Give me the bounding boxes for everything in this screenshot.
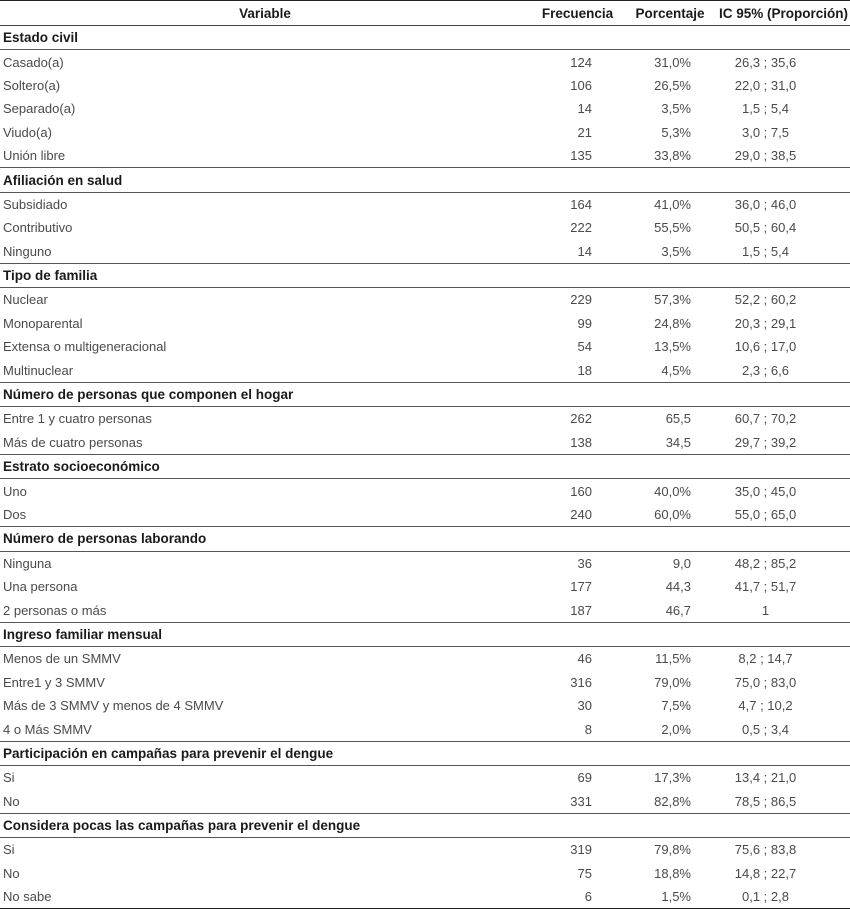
- header-frecuencia: Frecuencia: [530, 1, 625, 26]
- row-label: Dos: [3, 507, 27, 522]
- row-frecuencia: 30: [577, 698, 592, 714]
- row-porcentaje: 3,5%: [661, 101, 691, 117]
- row-label: Uno: [3, 483, 27, 499]
- row-frecuencia: 46: [577, 651, 592, 667]
- row-frecuencia: 75: [577, 865, 592, 881]
- table-row: [0, 838, 850, 862]
- row-porcentaje: 40,0%: [654, 483, 691, 499]
- row-porcentaje: 5,3%: [661, 124, 691, 140]
- row-frecuencia: 21: [577, 124, 592, 140]
- row-porcentaje: 44,3: [665, 579, 691, 595]
- table-row: [0, 358, 850, 382]
- row-frecuencia: 135: [570, 148, 592, 164]
- row-porcentaje: 26,5%: [654, 77, 691, 93]
- row-ic: 3,0 ; 7,5: [742, 124, 789, 140]
- row-label: Separado(a): [3, 101, 76, 117]
- row-frecuencia: 319: [570, 842, 592, 858]
- row-label: Una persona: [3, 579, 78, 595]
- row-porcentaje: 1,5%: [625, 885, 715, 909]
- table-row: [0, 407, 850, 431]
- row-ic: 10,6 ; 17,0: [734, 339, 797, 355]
- row-ic: 1,5 ; 5,4: [742, 101, 789, 117]
- row-porcentaje: 46,7: [665, 602, 691, 618]
- row-porcentaje: 24,8%: [654, 315, 691, 331]
- section-row: [0, 527, 850, 551]
- row-frecuencia: 316: [570, 674, 592, 690]
- row-ic: 0,1 ; 2,8: [715, 885, 850, 909]
- table-row: [0, 97, 850, 120]
- row-frecuencia: 187: [570, 602, 592, 618]
- table-row: [0, 431, 850, 455]
- row-label: Entre 1 y cuatro personas: [3, 411, 152, 427]
- row-ic: 41,7 ; 51,7: [734, 579, 797, 595]
- table-row: [0, 575, 850, 598]
- section-row: [0, 622, 850, 646]
- row-ic: 29,0 ; 38,5: [734, 148, 797, 164]
- table-row: [0, 144, 850, 168]
- row-label: Unión libre: [3, 148, 66, 164]
- row-label: Nuclear: [3, 292, 48, 308]
- row-ic: 8,2 ; 14,7: [738, 651, 793, 667]
- row-frecuencia: 99: [577, 315, 592, 331]
- row-label: Más de 3 SMMV y menos de 4 SMMV: [3, 698, 224, 714]
- row-porcentaje: 57,3%: [654, 292, 691, 308]
- section-row: [0, 455, 850, 479]
- row-label: Si: [3, 842, 15, 858]
- header-variable: Variable: [0, 1, 530, 26]
- table-row: [0, 766, 850, 790]
- row-ic: 22,0 ; 31,0: [734, 77, 797, 93]
- row-porcentaje: 60,0%: [654, 507, 691, 522]
- row-ic: 4,7 ; 10,2: [738, 698, 793, 714]
- row-ic: 75,0 ; 83,0: [734, 674, 797, 690]
- section-title: Afiliación en salud: [0, 168, 850, 192]
- table-row: [0, 288, 850, 312]
- row-ic: 50,5 ; 60,4: [734, 220, 797, 236]
- row-porcentaje: 11,5%: [655, 651, 691, 667]
- row-porcentaje: 34,5: [665, 434, 691, 450]
- header-row: [0, 1, 850, 26]
- table-row: [0, 694, 850, 717]
- row-ic: 75,6 ; 83,8: [734, 842, 797, 858]
- table-row: [0, 717, 850, 741]
- row-frecuencia: 222: [570, 220, 592, 236]
- row-porcentaje: 2,0%: [661, 721, 691, 737]
- section-row: [0, 263, 850, 287]
- table-row: [0, 790, 850, 814]
- row-frecuencia: 177: [570, 579, 592, 595]
- table-row: [0, 862, 850, 885]
- row-ic: 1: [761, 602, 770, 618]
- table-row: [0, 503, 850, 527]
- row-porcentaje: 55,5%: [654, 220, 691, 236]
- section-title: Número de personas que componen el hogar: [0, 382, 850, 406]
- row-frecuencia: 14: [577, 101, 592, 117]
- row-label: Ninguna: [3, 555, 52, 571]
- section-title: Ingreso familiar mensual: [0, 622, 850, 646]
- table-row: [0, 671, 850, 694]
- table-row: [0, 50, 850, 74]
- section-row: [0, 741, 850, 765]
- row-label: No: [3, 793, 20, 809]
- row-porcentaje: 31,0%: [654, 54, 691, 70]
- row-porcentaje: 65,5: [665, 411, 691, 427]
- row-label: Casado(a): [3, 54, 64, 70]
- section-row: [0, 813, 850, 837]
- row-ic: 60,7 ; 70,2: [734, 411, 797, 427]
- table-row: [0, 647, 850, 671]
- section-title: Tipo de familia: [0, 263, 850, 287]
- row-frecuencia: 160: [570, 483, 592, 499]
- row-ic: 14,8 ; 22,7: [734, 865, 797, 881]
- row-label: Contributivo: [3, 220, 73, 236]
- row-frecuencia: 164: [570, 196, 592, 212]
- section-row: [0, 382, 850, 406]
- section-title: Estrato socioeconómico: [0, 455, 850, 479]
- row-ic: 13,4 ; 21,0: [734, 770, 797, 786]
- table-row: [0, 216, 850, 239]
- table-row: [0, 74, 850, 97]
- section-title: Participación en campañas para prevenir el dengue: [0, 741, 850, 765]
- row-frecuencia: 331: [570, 793, 592, 809]
- table-row: [0, 121, 850, 144]
- header-ic: IC 95% (Proporción): [715, 1, 850, 26]
- row-porcentaje: 7,5%: [661, 698, 691, 714]
- row-frecuencia: 6: [530, 885, 625, 909]
- header-porcentaje: Porcentaje: [625, 1, 715, 26]
- row-label: No sabe: [0, 885, 530, 909]
- table-row: [0, 479, 850, 503]
- row-frecuencia: 106: [570, 77, 592, 93]
- row-label: Extensa o multigeneracional: [3, 339, 167, 355]
- row-ic: 20,3 ; 29,1: [734, 315, 797, 331]
- row-label: Multinuclear: [3, 362, 74, 378]
- row-ic: 0,5 ; 3,4: [742, 721, 789, 737]
- row-porcentaje: 3,5%: [661, 243, 691, 259]
- table-row: [0, 598, 850, 622]
- row-frecuencia: 69: [577, 770, 592, 786]
- row-porcentaje: 13,5%: [654, 339, 691, 355]
- row-label: Ninguno: [3, 243, 52, 259]
- row-porcentaje: 9,0: [672, 555, 691, 571]
- row-porcentaje: 82,8%: [654, 793, 691, 809]
- row-frecuencia: 36: [577, 555, 592, 571]
- table-header: [0, 1, 850, 26]
- row-ic: 52,2 ; 60,2: [734, 292, 797, 308]
- row-ic: 2,3 ; 6,6: [742, 362, 789, 378]
- row-label: Viudo(a): [3, 124, 52, 140]
- section-row: [0, 168, 850, 192]
- row-frecuencia: 14: [577, 243, 592, 259]
- row-label: No: [3, 865, 20, 881]
- row-frecuencia: 18: [577, 362, 592, 378]
- row-frecuencia: 138: [570, 434, 592, 450]
- section-title: Número de personas laborando: [0, 527, 850, 551]
- row-ic: 55,0 ; 65,0: [734, 507, 797, 522]
- row-porcentaje: 79,8%: [654, 842, 691, 858]
- section-title: Estado civil: [0, 26, 850, 50]
- row-ic: 36,0 ; 46,0: [734, 196, 797, 212]
- table-row: [0, 335, 850, 358]
- row-frecuencia: 240: [570, 507, 592, 522]
- row-porcentaje: 18,8%: [654, 865, 691, 881]
- table-row: [0, 885, 850, 909]
- row-porcentaje: 33,8%: [654, 148, 691, 164]
- section-row: [0, 26, 850, 50]
- row-ic: 78,5 ; 86,5: [734, 793, 797, 809]
- row-ic: 48,2 ; 85,2: [734, 555, 797, 571]
- row-label: Entre1 y 3 SMMV: [3, 674, 105, 690]
- row-ic: 26,3 ; 35,6: [734, 54, 797, 70]
- row-label: Si: [3, 770, 15, 786]
- row-ic: 1,5 ; 5,4: [742, 243, 789, 259]
- row-frecuencia: 229: [570, 292, 592, 308]
- row-label: 2 personas o más: [3, 602, 107, 618]
- row-ic: 29,7 ; 39,2: [734, 434, 797, 450]
- section-title: Considera pocas las campañas para prevenir el dengue: [0, 813, 850, 837]
- row-label: Monoparental: [3, 315, 83, 331]
- row-label: 4 o Más SMMV: [3, 721, 92, 737]
- table-row: [0, 312, 850, 335]
- row-frecuencia: 262: [570, 411, 592, 427]
- row-ic: 35,0 ; 45,0: [734, 483, 797, 499]
- row-label: Menos de un SMMV: [3, 651, 121, 667]
- row-label: Más de cuatro personas: [3, 434, 143, 450]
- row-label: Subsidiado: [3, 196, 68, 212]
- row-porcentaje: 4,5%: [661, 362, 691, 378]
- row-porcentaje: 17,3%: [654, 770, 691, 786]
- row-frecuencia: 8: [584, 721, 592, 737]
- row-porcentaje: 41,0%: [654, 196, 691, 212]
- row-frecuencia: 124: [570, 54, 592, 70]
- table-body: [0, 26, 850, 909]
- row-frecuencia: 54: [577, 339, 592, 355]
- table-row: [0, 551, 850, 575]
- table-row: [0, 192, 850, 216]
- row-label: Soltero(a): [3, 77, 61, 93]
- table-row: [0, 240, 850, 264]
- row-porcentaje: 79,0%: [654, 674, 691, 690]
